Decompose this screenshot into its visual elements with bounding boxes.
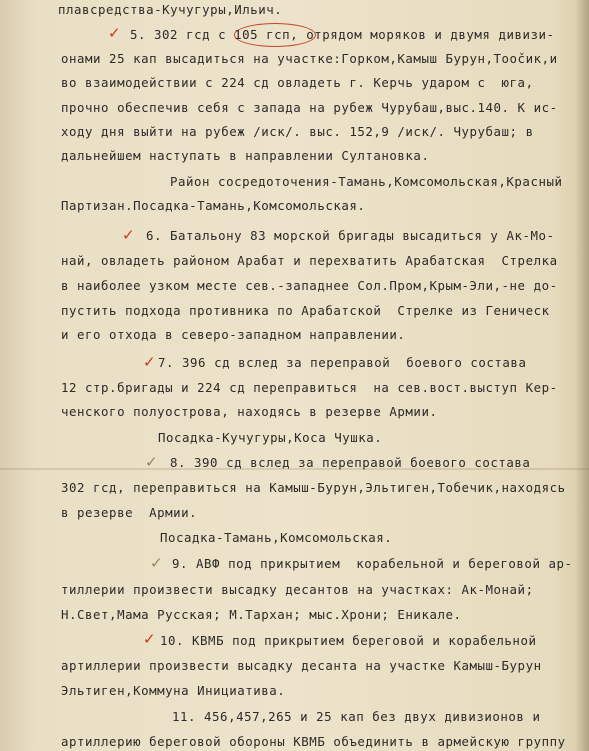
pencil-check-mark: ✓	[145, 453, 158, 471]
text-line-16: 12 стр.бригады и 224 сд переправиться на сев.вост.выступ Кер-	[61, 380, 558, 395]
text-line-22: Посадка-Тамань,Комсомольская.	[160, 530, 393, 545]
text-line-27: артиллерии произвести высадку десанта на участке Камыш-Бурун	[61, 658, 542, 673]
text-line-2: 5. 302 гсд с 105 гсп, отрядом моряков и двумя дивизи-	[130, 27, 555, 42]
text-line-7: дальнейшем наступать в направлении Султановка.	[61, 148, 430, 163]
red-check-mark: ✓	[143, 630, 156, 648]
text-line-24: тиллерии произвести высадку десантов на участках: Ак-Монай;	[61, 582, 534, 597]
text-line-18: Посадка-Кучугуры,Коса Чушка.	[158, 430, 383, 445]
text-line-21: в резерве Армии.	[61, 505, 198, 520]
text-line-14: и его отхода в северо-западном направлении.	[61, 327, 406, 342]
text-line-30: артиллерию береговой обороны КВМБ объединить в армейскую группу	[61, 734, 566, 749]
text-line-28: Эльтиген,Коммуна Инициатива.	[61, 683, 286, 698]
text-line-13: пустить подхода противника по Арабатской Стрелке из Геническ	[61, 303, 550, 318]
red-check-mark: ✓	[108, 24, 121, 42]
text-line-1: плавсредства-Кучугуры,Ильич.	[58, 2, 283, 17]
text-line-8: Район сосредоточения-Тамань,Комсомольская,Красный	[170, 174, 563, 189]
text-line-6: ходу дня выйти на рубеж /иск/. выс. 152,9 /иск/. Чурубаш; в	[61, 124, 534, 139]
text-line-9: Партизан.Посадка-Тамань,Комсомольская.	[61, 198, 366, 213]
page-edge-shadow	[575, 0, 589, 751]
text-line-5: прочно обеспечив себя с запада на рубеж Чурубаш,выс.140. К ис-	[61, 100, 558, 115]
text-line-3: онами 25 кап высадиться на участке:Горком,Камыш Бурун,Тоočик,и	[61, 51, 558, 66]
text-line-23: 9. АВФ под прикрытием корабельной и береговой ар-	[172, 556, 573, 571]
text-line-17: ченского полуострова, находясь в резерве Армии.	[61, 404, 438, 419]
red-check-mark: ✓	[122, 226, 135, 244]
text-line-10: 6. Батальону 83 морской бригады высадиться у Ак-Мо-	[146, 228, 555, 243]
pencil-check-mark: ✓	[150, 554, 163, 572]
text-line-29: 11. 456,457,265 и 25 кап без двух дивизионов и	[172, 709, 541, 724]
text-line-12: в наиболее узком месте сев.-западнее Сол.Пром,Крым-Эли,-не до-	[61, 278, 558, 293]
red-check-mark: ✓	[143, 353, 156, 371]
text-line-26: 10. КВМБ под прикрытием береговой и корабельной	[160, 633, 537, 648]
text-line-20: 302 гсд, переправиться на Камыш-Бурун,Эльтиген,Тобечик,находясь	[61, 480, 566, 495]
text-line-11: най, овладеть районом Арабат и перехватить Арабатская Стрелка	[61, 253, 558, 268]
text-line-19: 8. 390 сд вслед за переправой боевого состава	[170, 455, 531, 470]
text-line-15: 7. 396 сд вслед за переправой боевого состава	[158, 355, 527, 370]
text-line-25: Н.Свет,Мама Русская; М.Тархан; мыс.Хрони; Еникале.	[61, 607, 462, 622]
text-line-4: во взаимодействии с 224 сд овладеть г. Керчь ударом с юга,	[61, 75, 534, 90]
